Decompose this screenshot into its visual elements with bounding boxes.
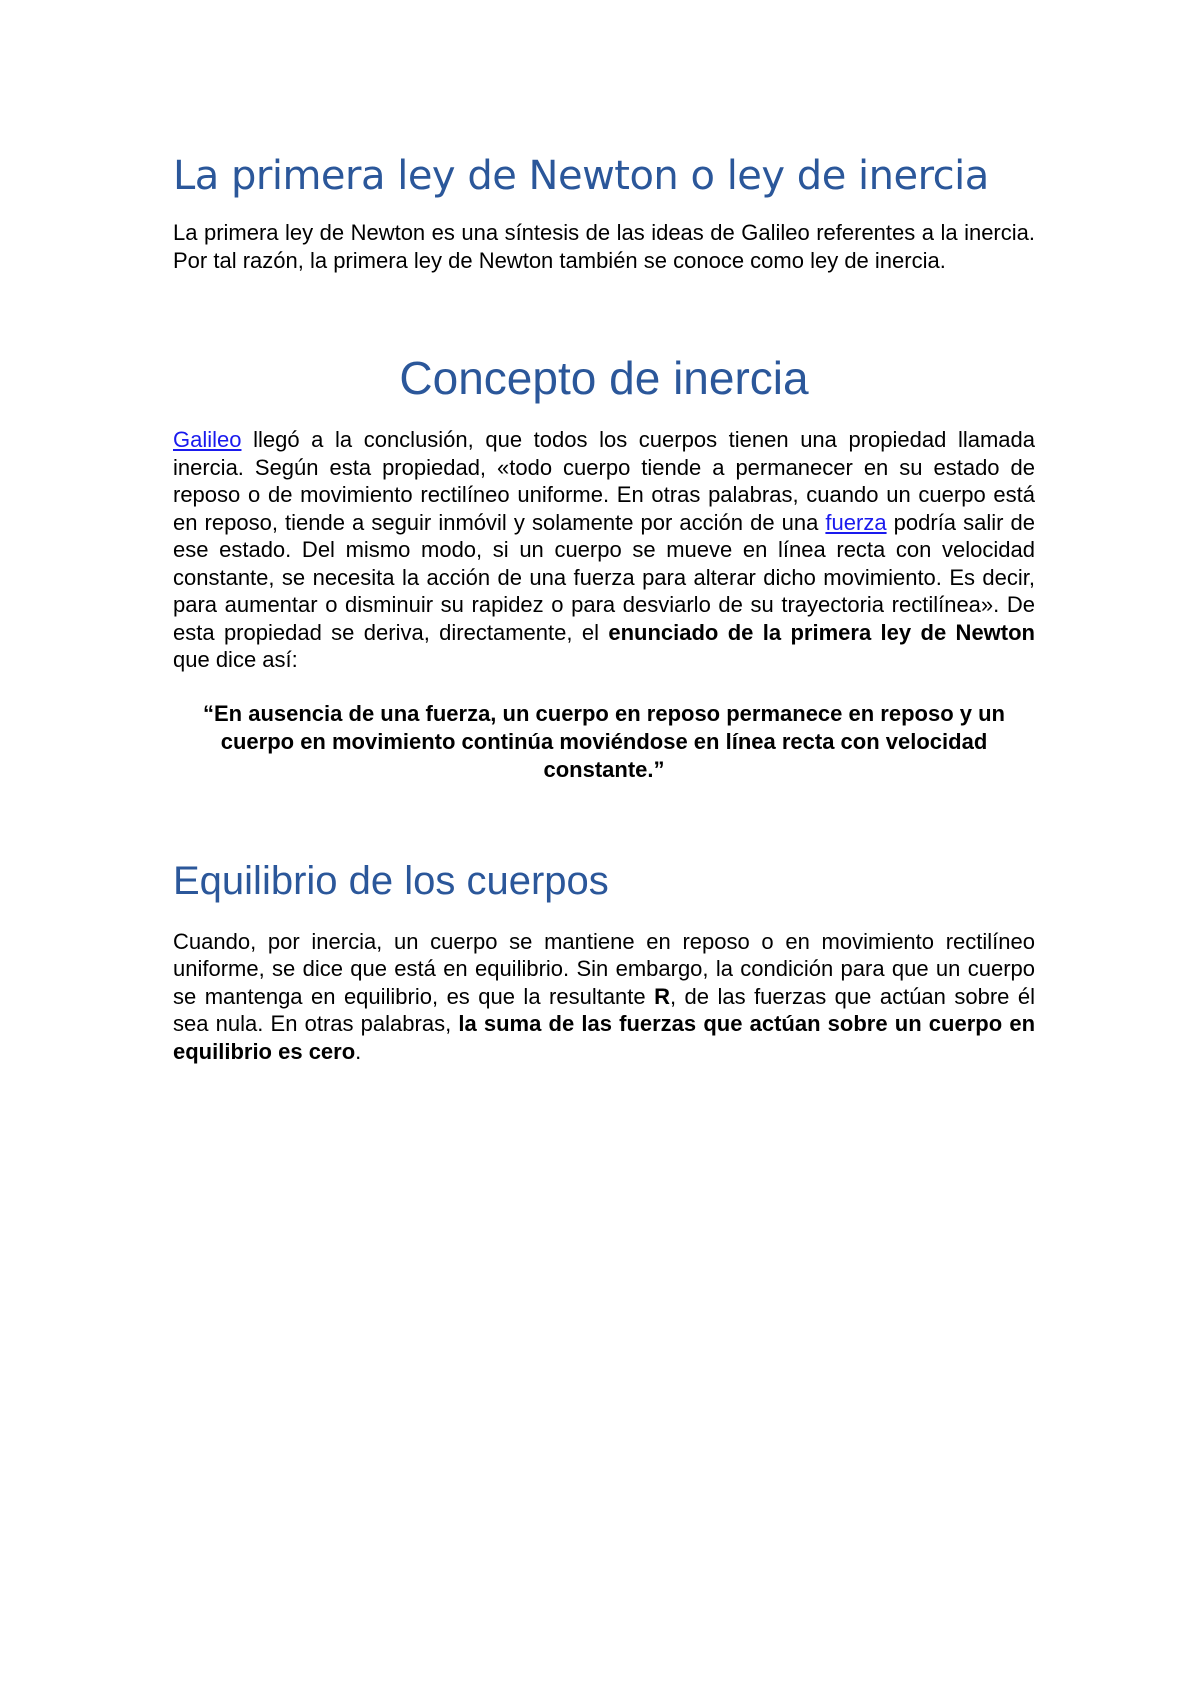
equilibrio-text-1: Cuando, por inercia, un cuerpo se mantiene en reposo o en movimiento rectilíneo uniforme, se dice que está en equilibrio. Sin embargo, la condición para que un cuerpo se mantenga en equilibrio, es que la resultante <box>173 928 1035 1009</box>
equilibrio-bold-r: R <box>654 983 670 1009</box>
concepto-paragraph <box>173 426 1035 674</box>
concepto-text-2: podría salir de ese estado. Del mismo modo, si un cuerpo se mueve en línea recta con velocidad constante, se necesita la acción de una fuerza para alterar dicho movimiento. Es decir, para aumentar o disminuir su rapidez o para desviarlo de su trayectoria rectilínea». De esta propiedad se deriva, directamente, el <box>173 509 1035 645</box>
document-content <box>173 150 1035 1065</box>
intro-paragraph: La primera ley de Newton es una síntesis de las ideas de Galileo referentes a la inercia. Por tal razón, la primera ley de Newton también se conoce como ley de inercia. <box>173 220 1035 273</box>
concepto-text-3: que dice así: <box>173 647 298 672</box>
equilibrio-paragraph <box>173 928 1035 1066</box>
heading-concepto-inercia: Concepto de inercia <box>399 352 809 404</box>
heading-primera-ley: La primera ley de Newton o ley de inercia <box>173 153 989 199</box>
link-galileo[interactable]: Galileo <box>173 427 242 452</box>
heading-equilibrio: Equilibrio de los cuerpos <box>173 858 609 903</box>
equilibrio-text-3: . <box>355 1038 362 1064</box>
link-fuerza[interactable]: fuerza <box>825 509 887 535</box>
equilibrio-text-2: , de las fuerzas que actúan sobre él sea nula. En otras palabras, <box>173 983 1035 1036</box>
newton-first-law-quote: “En ausencia de una fuerza, un cuerpo en reposo permanece en reposo y un cuerpo en movimiento continúa moviéndose en línea recta con velocidad constante.” <box>203 700 1005 782</box>
concepto-bold-enunciado: enunciado de la primera ley de Newton <box>608 619 1035 645</box>
equilibrio-bold-suma: la suma de las fuerzas que actúan sobre un cuerpo en equilibrio es cero <box>173 1011 1036 1064</box>
concepto-text-1: llegó a la conclusión, que todos los cuerpos tienen una propiedad llamada inercia. Según esta propiedad, «todo cuerpo tiende a permanecer en su estado de reposo o de movimiento rectilíneo uniforme. En otras palabras, cuando un cuerpo está en reposo, tiende a seguir inmóvil y solamente por acción de una <box>173 427 1035 535</box>
